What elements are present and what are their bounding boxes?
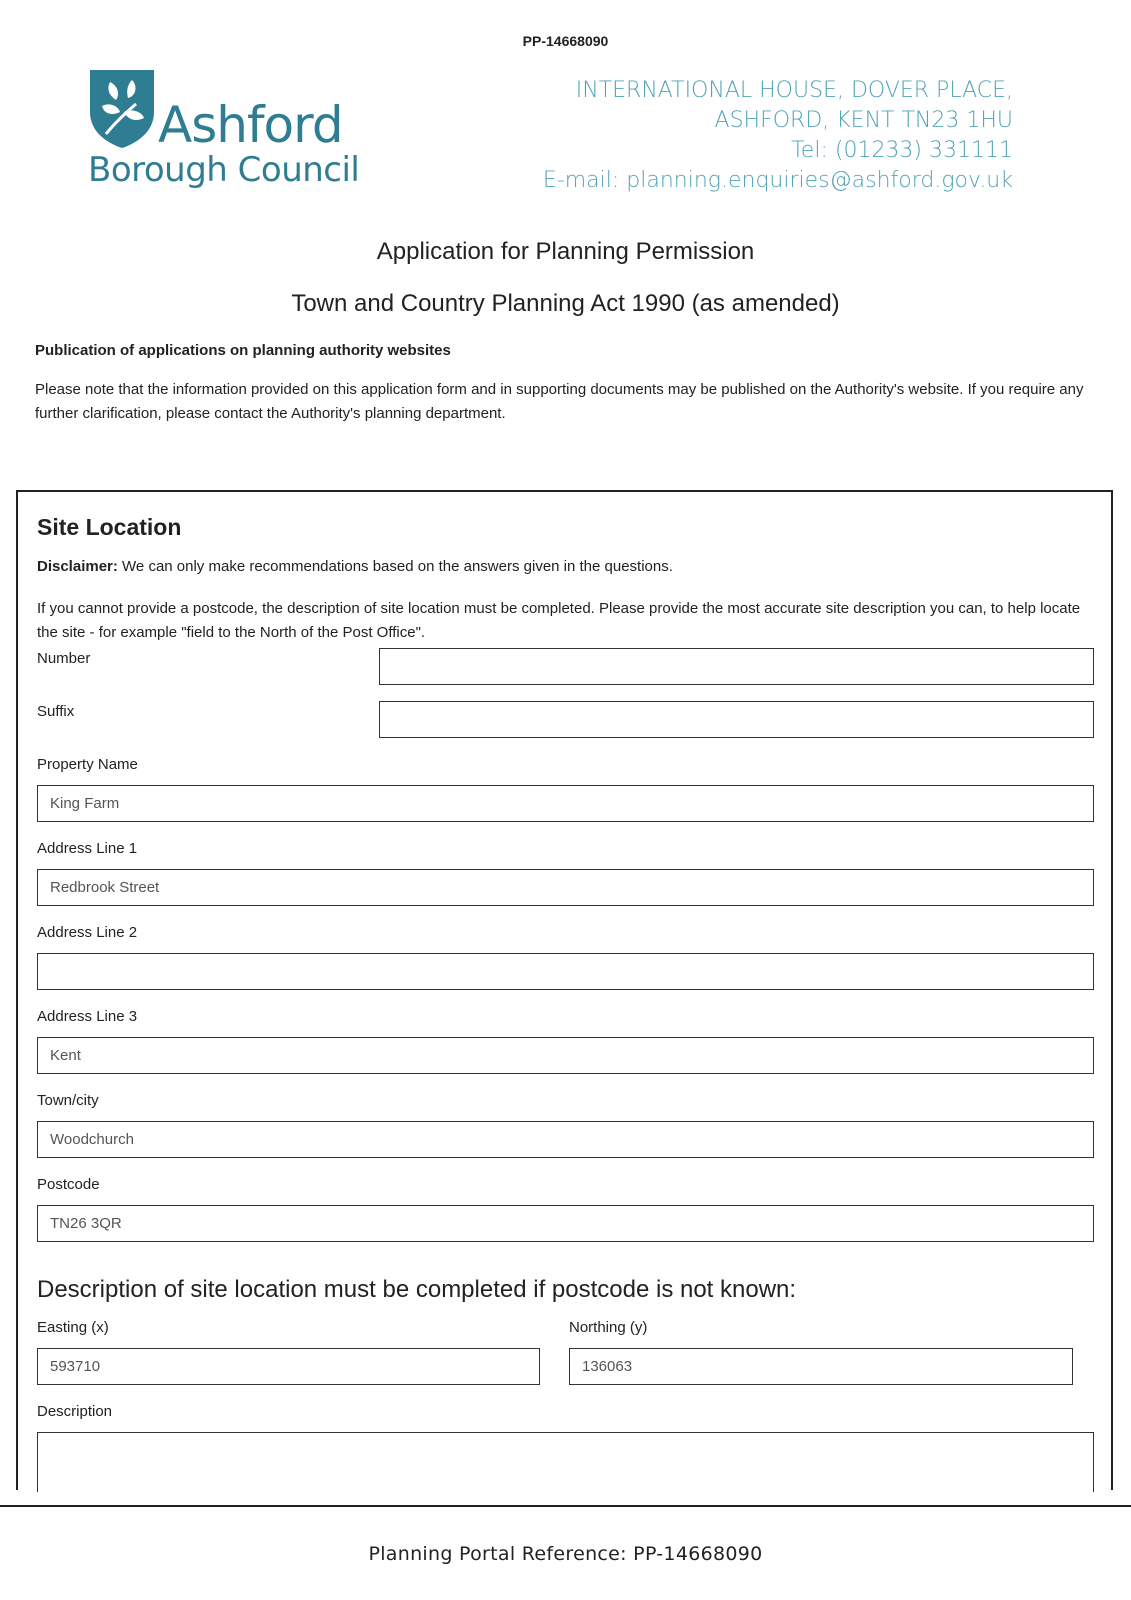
address-line: INTERNATIONAL HOUSE, DOVER PLACE, bbox=[575, 78, 1013, 103]
postcode-field[interactable]: TN26 3QR bbox=[37, 1205, 1094, 1242]
description-label: Description bbox=[37, 1403, 113, 1420]
site-location-instruction: If you cannot provide a postcode, the description of site location must be completed. Please provide the most accurate site description you can, to help locate the site - for example "field to the North of the Post Office". bbox=[37, 600, 1081, 641]
northing-field[interactable]: 136063 bbox=[569, 1348, 1073, 1385]
address-line-2-label: Address Line 2 bbox=[37, 924, 138, 941]
postcode-label: Postcode bbox=[37, 1176, 100, 1193]
council-address bbox=[543, 76, 1013, 196]
town-city-label: Town/city bbox=[37, 1092, 99, 1109]
suffix-label: Suffix bbox=[37, 703, 75, 720]
footer-reference: Planning Portal Reference: PP-14668090 bbox=[368, 1543, 763, 1565]
footer-divider bbox=[0, 1505, 1131, 1507]
council-logo bbox=[88, 68, 378, 198]
publication-heading: Publication of applications on planning authority websites bbox=[35, 342, 451, 359]
description-field[interactable] bbox=[37, 1432, 1094, 1492]
easting-field[interactable]: 593710 bbox=[37, 1348, 540, 1385]
address-line-2-field[interactable] bbox=[37, 953, 1094, 990]
number-label: Number bbox=[37, 650, 91, 667]
property-name-field[interactable]: King Farm bbox=[37, 785, 1094, 822]
council-crest-icon bbox=[88, 68, 158, 150]
disclaimer bbox=[37, 558, 673, 575]
publication-text: Please note that the information provided on this application form and in supporting documents may be published on the Authority's website. If you require any further clarification, please contact the Authority's planning department. bbox=[35, 381, 1084, 422]
address-line-1-label: Address Line 1 bbox=[37, 840, 138, 857]
address-line: ASHFORD, KENT TN23 1HU bbox=[714, 108, 1013, 133]
logo-text-borough-council: Borough Council bbox=[88, 150, 360, 190]
description-heading: Description of site location must be completed if postcode is not known: bbox=[37, 1276, 797, 1303]
address-line-3-field[interactable]: Kent bbox=[37, 1037, 1094, 1074]
town-city-field[interactable]: Woodchurch bbox=[37, 1121, 1094, 1158]
form-subtitle-act: Town and Country Planning Act 1990 (as amended) bbox=[291, 290, 840, 317]
form-title: Application for Planning Permission bbox=[376, 238, 755, 265]
easting-label: Easting (x) bbox=[37, 1319, 109, 1336]
number-field[interactable] bbox=[379, 648, 1094, 685]
address-line-3-label: Address Line 3 bbox=[37, 1008, 138, 1025]
reference-number-top: PP-14668090 bbox=[522, 33, 609, 49]
address-line-1-field[interactable]: Redbrook Street bbox=[37, 869, 1094, 906]
address-email: E-mail: planning.enquiries@ashford.gov.uk bbox=[542, 168, 1013, 193]
logo-text-ashford: Ashford bbox=[158, 96, 343, 154]
suffix-field[interactable] bbox=[379, 701, 1094, 738]
address-telephone: Tel: (01233) 331111 bbox=[791, 138, 1013, 163]
northing-label: Northing (y) bbox=[569, 1319, 648, 1336]
site-location-section bbox=[16, 490, 1113, 1490]
disclaimer-text: We can only make recommendations based on the answers given in the questions. bbox=[117, 558, 673, 575]
disclaimer-label: Disclaimer: bbox=[37, 558, 118, 575]
section-title: Site Location bbox=[37, 514, 182, 540]
property-name-label: Property Name bbox=[37, 756, 138, 773]
